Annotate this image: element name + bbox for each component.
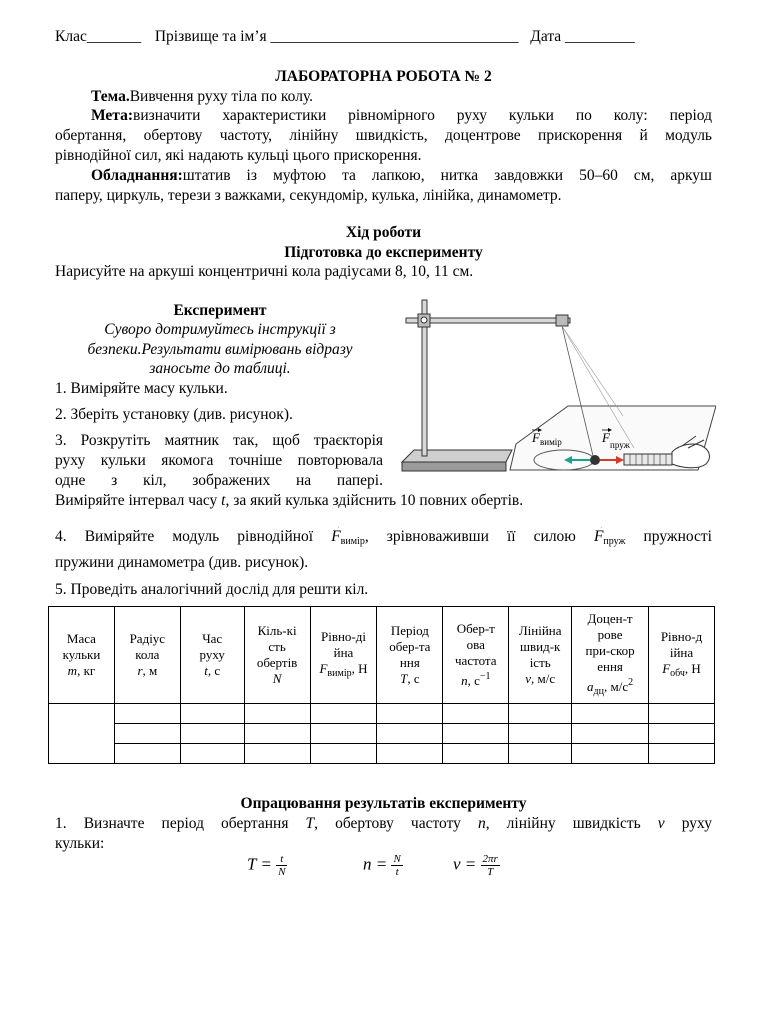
step-3-line-2: руху кульки якомога точніше повторювала [55, 452, 383, 469]
step-3-line-3: одне з кіл, зображених на папері. [55, 472, 383, 489]
topic-label: Тема. [91, 88, 130, 105]
table-cell[interactable] [114, 724, 180, 744]
figure-label-spring-sub: пруж [610, 440, 630, 450]
equipment-text-1: штатив із муфтою та лапкою, нитка завдовжки 50–60 см, аркуш [182, 167, 712, 184]
figure-label-measured: F [532, 430, 540, 445]
goal-text-1: визначити характеристики рівномірного руху кульки по колу: період [133, 107, 712, 124]
step-3-line-1: 3. Розкрутіть маятник так, щоб траєкторія [55, 432, 383, 449]
table-cell[interactable] [310, 704, 377, 724]
table-cell[interactable] [509, 704, 572, 724]
header-line [55, 27, 712, 47]
table-cell[interactable] [114, 704, 180, 724]
equipment-label: Обладнання: [91, 167, 183, 184]
step-3-line-4 [55, 491, 712, 511]
table-cell[interactable] [114, 744, 180, 764]
col-header-velocity: Лінійна швид-к ість v, м/с [509, 607, 572, 704]
table-cell-mass[interactable] [49, 704, 115, 764]
table-cell[interactable] [649, 724, 715, 744]
table-cell[interactable] [509, 744, 572, 764]
date-field[interactable]: Дата _________ [530, 28, 635, 45]
formula-velocity-lhs: v = [453, 854, 477, 874]
hand-icon [672, 444, 709, 468]
safety-line-2: безпеки.Результати вимірювань відразу [87, 341, 353, 358]
stand-base-top [402, 450, 512, 462]
results-table [48, 606, 715, 764]
processing-text-c: , лінійну швидкість [485, 815, 658, 832]
goal-line-2: обертання, обертову частоту, лінійну швидкість, доцентрове прискорення й модуль [55, 127, 712, 144]
table-cell[interactable] [377, 724, 443, 744]
table-cell[interactable] [244, 704, 310, 724]
safety-line-1: Суворо дотримуйтесь інструкції з [104, 321, 336, 338]
setup-figure [398, 296, 716, 480]
col-header-radius: Радіус кола r, м [114, 607, 180, 704]
processing-text-b: , обертову частоту [314, 815, 478, 832]
processing-text-d: руху [664, 815, 712, 832]
step-3-text-a: Виміряйте інтервал часу [55, 492, 222, 509]
table-header-row [49, 607, 715, 704]
table-cell[interactable] [572, 744, 649, 764]
table-cell[interactable] [649, 704, 715, 724]
table-cell[interactable] [180, 724, 244, 744]
preparation-title: Підготовка до експерименту [284, 244, 483, 261]
table-cell[interactable] [244, 744, 310, 764]
stand-arm [406, 318, 570, 323]
col-header-force-measured: Рівно-ді йна $F_{вимір}$, Н [310, 607, 377, 704]
force-spring-symbol: → F [594, 527, 603, 547]
table-cell[interactable] [377, 704, 443, 724]
force-spring-sub: пруж [603, 536, 626, 547]
processing-title: Опрацювання результатів експерименту [240, 795, 527, 812]
formula-frequency [363, 853, 403, 878]
formula-frequency-lhs: n = [363, 854, 388, 874]
procedure-title: Хід роботи [345, 224, 422, 241]
table-row [49, 744, 715, 764]
processing-text-a: 1. Визначте період обертання [55, 815, 306, 832]
formula-velocity [453, 853, 500, 878]
step-3-text-b: , за який кулька здійснить 10 повних обертів. [225, 492, 524, 509]
table-cell[interactable] [572, 724, 649, 744]
equipment-line-1 [55, 166, 712, 186]
force-measured-sub: вимір [340, 536, 365, 547]
topic-text: Вивчення руху тіла по колу. [129, 88, 314, 105]
table-cell[interactable] [443, 744, 509, 764]
table-cell[interactable] [649, 744, 715, 764]
experiment-title: Експеримент [173, 302, 267, 319]
col-header-frequency: Обер-т ова частота n, $с^{-1}$ [443, 607, 509, 704]
equipment-line-2: паперу, циркуль, терези з важками, секундомір, кулька, лінійка, динамометр. [55, 187, 562, 204]
ball [590, 455, 600, 465]
formula-period-fraction: $\frac{t}{N}$ [278, 853, 286, 878]
safety-line-3: заносьте до таблиці. [149, 360, 291, 377]
preparation-text: Нарисуйте на аркуші концентричні кола радіусами 8, 10, 11 см. [55, 263, 474, 280]
col-header-revolutions: Кіль-кі сть обертів N [244, 607, 310, 704]
string-cone-edge-1 [562, 326, 623, 416]
step-5: 5. Проведіть аналогічний дослід для решти кіл. [55, 581, 369, 598]
step-3-symbol-t: t [221, 492, 226, 509]
step-4-line-1 [55, 527, 712, 549]
table-cell[interactable] [443, 704, 509, 724]
step-4-text-a: 4. Виміряйте модуль рівнодійної [55, 528, 332, 545]
topic-line [55, 87, 712, 107]
col-header-time: Час руху t, с [180, 607, 244, 704]
formula-velocity-fraction: $\frac{2\pi r}{T}$ [482, 853, 498, 878]
table-cell[interactable] [443, 724, 509, 744]
clamp-screw-icon [421, 317, 427, 323]
step-4-line-2: пружини динамометра (див. рисунок). [55, 554, 309, 571]
goal-label: Мета: [91, 107, 134, 124]
step-2: 2. Зберіть установку (див. рисунок). [55, 406, 293, 423]
step-1: 1. Виміряйте масу кульки. [55, 380, 228, 397]
col-header-mass: Маса кульки m, кг [49, 607, 115, 704]
class-field[interactable]: Клас_______ [55, 28, 142, 45]
step-4-text-c: пружності [625, 528, 712, 545]
name-field[interactable]: Прізвище та ім’я ________________________________ [154, 28, 519, 45]
table-cell[interactable] [509, 724, 572, 744]
table-cell[interactable] [310, 724, 377, 744]
table-cell[interactable] [180, 744, 244, 764]
processing-line-1 [55, 814, 712, 834]
table-cell[interactable] [244, 724, 310, 744]
processing-line-2: кульки: [55, 835, 105, 852]
table-cell[interactable] [572, 704, 649, 724]
page-title: ЛАБОРАТОРНА РОБОТА № 2 [275, 68, 492, 85]
col-header-period: Період обер-та ння T, с [377, 607, 443, 704]
arm-clamp [556, 315, 568, 326]
table-cell[interactable] [377, 744, 443, 764]
force-measured-symbol: → F [331, 527, 340, 547]
step-4-text-b: , зрівноваживши її силою [364, 528, 594, 545]
col-header-force-calculated: Рівно-д ійна $F_{обч}$, Н [649, 607, 715, 704]
goal-line-3: рівнодійної сил, які надають кульці цього прискорення. [55, 147, 422, 164]
symbol-n: n [477, 815, 486, 832]
stand-base-front [402, 462, 506, 471]
goal-line-1 [55, 106, 712, 126]
table-row [49, 704, 715, 724]
formula-period [247, 853, 287, 878]
formula-period-lhs: T = [247, 854, 272, 874]
formula-frequency-fraction: $\frac{N}{t}$ [393, 853, 401, 878]
figure-label-spring: F [602, 430, 610, 445]
symbol-T: T [305, 815, 315, 832]
table-row [49, 724, 715, 744]
figure-label-measured-sub: вимір [540, 437, 562, 447]
table-cell[interactable] [310, 744, 377, 764]
col-header-acceleration: Доцен-т рове при-скор ення $a_{дц}$, $м/с^2$ [572, 607, 649, 704]
table-cell[interactable] [180, 704, 244, 724]
symbol-v: v [657, 815, 665, 832]
